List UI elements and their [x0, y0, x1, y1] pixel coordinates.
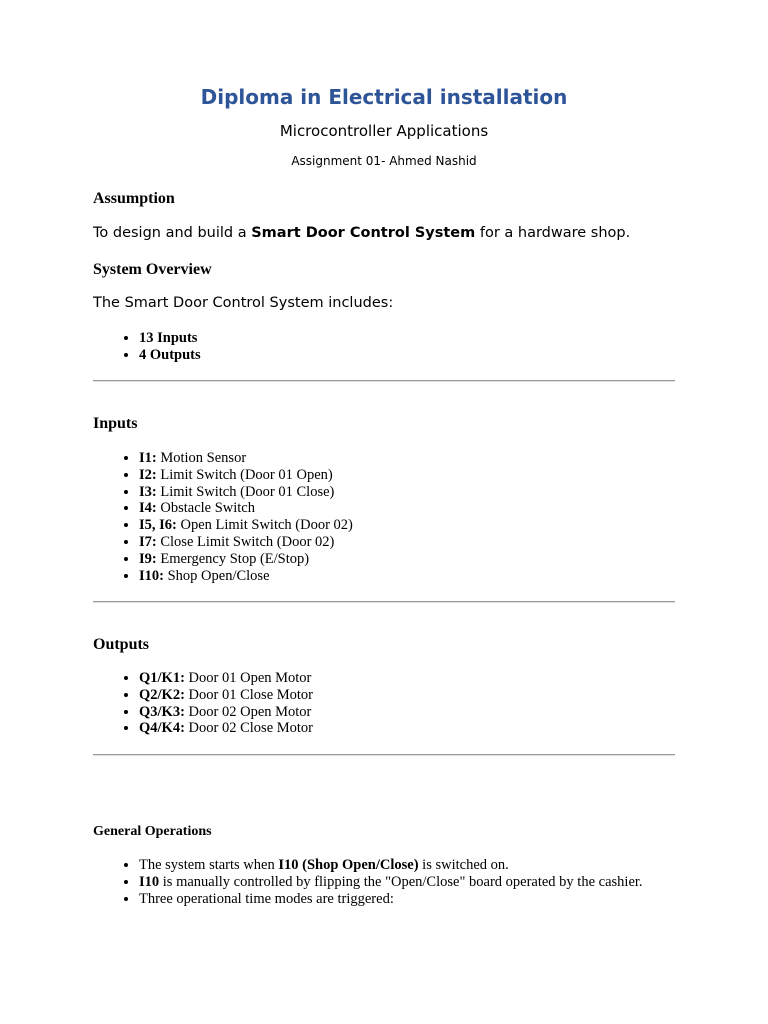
assumption-text: [93, 225, 630, 241]
input-code: I1:: [139, 450, 157, 466]
input-code: I7:: [139, 533, 157, 550]
overview-list: [93, 330, 675, 364]
list-item: [139, 517, 675, 534]
list-item: [139, 568, 675, 585]
list-item: [139, 467, 675, 484]
list-item: [139, 857, 675, 874]
overview-item-outputs: 4 Outputs: [139, 346, 201, 363]
list-item: [139, 500, 675, 517]
inputs-heading: Inputs: [93, 415, 138, 432]
inputs-list: [93, 450, 675, 584]
divider: [93, 754, 675, 756]
input-desc: Obstacle Switch: [156, 500, 255, 517]
input-code: I10:: [139, 567, 164, 584]
outputs-heading: Outputs: [93, 636, 150, 653]
output-code: Q1/K1:: [139, 670, 185, 686]
general-item-1-post: is switched on.: [418, 857, 509, 873]
output-code: Q4/K4:: [139, 720, 185, 737]
input-desc: Close Limit Switch (Door 02): [156, 533, 335, 550]
assumption-text-post: for a hardware shop.: [475, 225, 631, 241]
input-code: I9:: [139, 550, 157, 567]
output-code: Q2/K2:: [139, 686, 185, 703]
assumption-text-pre: To design and build a: [93, 225, 252, 241]
output-desc: Door 02 Open Motor: [184, 703, 312, 720]
input-desc: Shop Open/Close: [163, 567, 270, 584]
assignment-label: Assignment 01- Ahmed Nashid: [291, 154, 477, 168]
list-item: [139, 330, 675, 347]
divider: [93, 601, 675, 603]
output-desc: Door 01 Open Motor: [184, 670, 312, 686]
assumption-heading: Assumption: [93, 190, 175, 207]
document-title: Diploma in Electrical installation: [200, 85, 568, 109]
outputs-list: [93, 670, 675, 737]
input-code: I4:: [139, 500, 157, 517]
input-desc: Motion Sensor: [156, 450, 247, 466]
input-code: I3:: [139, 483, 157, 500]
input-desc: Open Limit Switch (Door 02): [176, 517, 353, 534]
general-item-3: Three operational time modes are triggered:: [139, 890, 394, 907]
input-desc: Emergency Stop (E/Stop): [156, 550, 310, 567]
document-subtitle: Microcontroller Applications: [279, 122, 489, 140]
list-item: [139, 720, 675, 737]
general-item-2-bold: I10: [139, 873, 160, 890]
general-list: [93, 857, 675, 907]
input-code: I2:: [139, 466, 157, 483]
general-item-2-post: is manually controlled by flipping the "Open/Close" board operated by the cashier.: [159, 873, 643, 890]
output-desc: Door 01 Close Motor: [184, 686, 314, 703]
output-code: Q3/K3:: [139, 703, 185, 720]
list-item: [139, 484, 675, 501]
general-item-1-bold: I10 (Shop Open/Close): [278, 857, 419, 873]
list-item: [139, 874, 675, 891]
list-item: [139, 347, 675, 364]
input-desc: Limit Switch (Door 01 Open): [156, 466, 333, 483]
overview-text: The Smart Door Control System includes:: [93, 295, 394, 311]
divider: [93, 380, 675, 382]
list-item: [139, 891, 675, 908]
input-desc: Limit Switch (Door 01 Close): [156, 483, 335, 500]
overview-heading: System Overview: [93, 261, 212, 278]
output-desc: Door 02 Close Motor: [184, 720, 314, 737]
list-item: [139, 687, 675, 704]
general-item-1-pre: The system starts when: [139, 857, 279, 873]
list-item: [139, 551, 675, 568]
list-item: [139, 704, 675, 721]
assumption-text-bold: Smart Door Control System: [251, 225, 476, 241]
list-item: [139, 670, 675, 687]
general-heading: General Operations: [93, 824, 212, 839]
input-code: I5, I6:: [139, 517, 177, 534]
list-item: [139, 534, 675, 551]
list-item: [139, 450, 675, 467]
overview-item-inputs: 13 Inputs: [139, 330, 198, 346]
